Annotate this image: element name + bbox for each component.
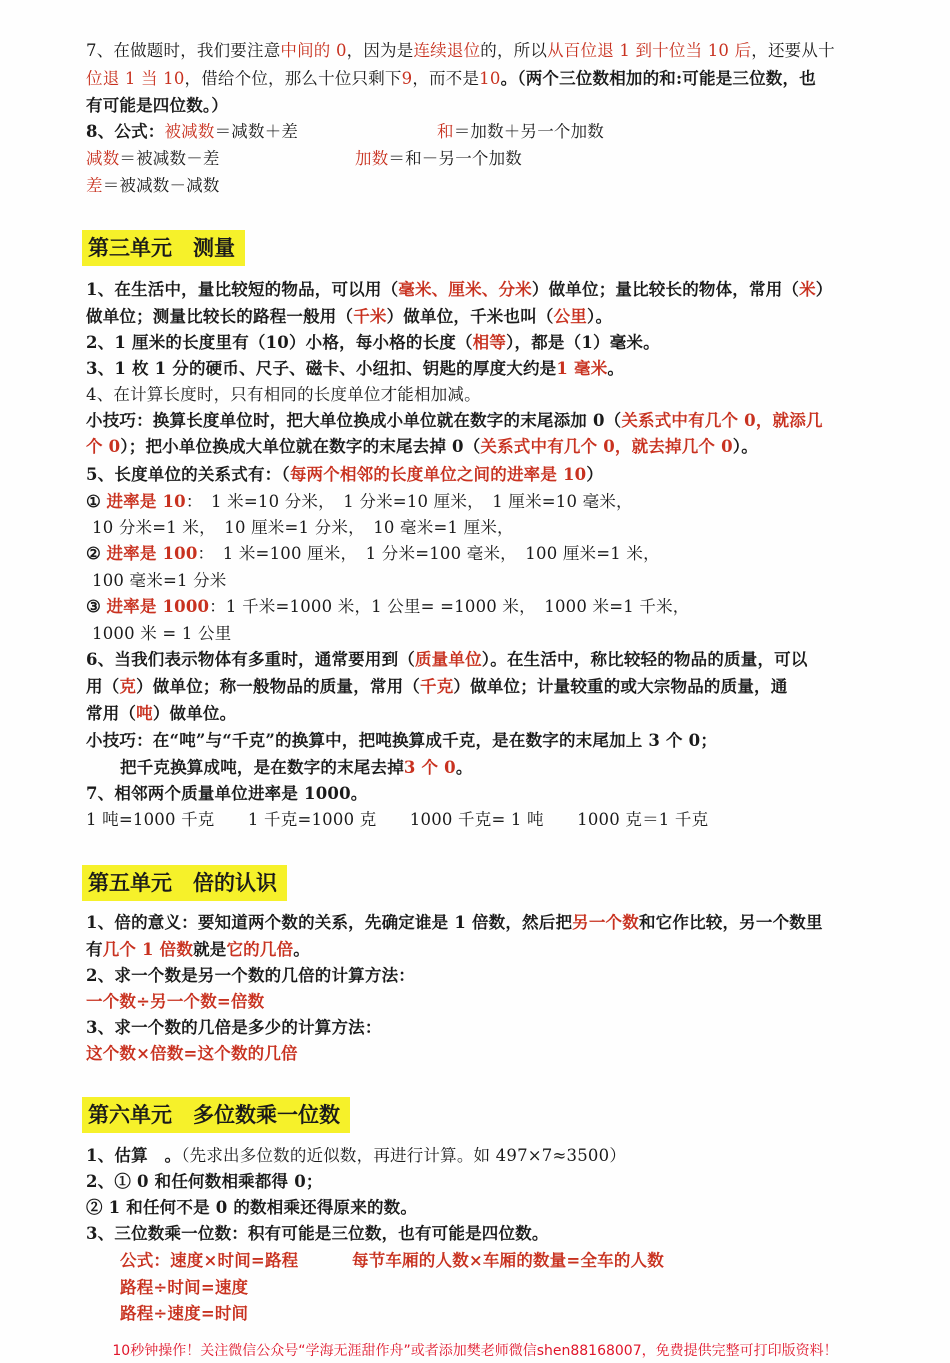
u5-line3: 2、求一个数是另一个数的几倍的计算方法：: [86, 966, 415, 985]
highlight: 和: [437, 122, 454, 141]
u6-line3: ② 1 和任何不是 0 的数相乘还得原来的数。: [86, 1198, 418, 1217]
text: ）做单位；量比较长的物体，常用（: [531, 280, 800, 299]
unit5-title: 第五单元 倍的认识: [82, 865, 287, 901]
unit3-title: 第三单元 测量: [82, 230, 245, 266]
u6-formula-speed: 公式：速度×时间=路程: [120, 1251, 299, 1270]
highlight: 关系式中有几个 0，就添几: [621, 411, 823, 430]
circle-number: ③: [86, 597, 101, 616]
text: 。（两个三位数相加的和:可能是三位数，也: [500, 69, 816, 88]
highlight: 质量单位: [414, 650, 482, 669]
text: ＝减数＋差: [214, 122, 299, 141]
u5-line1: [86, 910, 823, 936]
highlight: 从百位退 1 到十位当 10 后: [547, 41, 752, 60]
text: 用（: [86, 677, 120, 696]
highlight: 每两个相邻的长度单位之间的进率是 10: [289, 465, 587, 484]
text: ）做单位，千米也叫（: [386, 307, 554, 326]
u6-formula-train: 每节车厢的人数×车厢的数量=全车的人数: [352, 1251, 664, 1270]
u3-rate1000-line2: 1000 米 = 1 公里: [92, 624, 232, 643]
u3-line8: [86, 462, 603, 488]
highlight: 10: [479, 69, 501, 88]
highlight: 加数: [355, 149, 389, 168]
u5-line5: 3、求一个数的几倍是多少的计算方法：: [86, 1018, 382, 1037]
text: 2、1 厘米的长度里有（10）小格，每小格的长度（: [86, 333, 473, 352]
u6-line4: 3、三位数乘一位数：积有可能是三位数，也有可能是四位数。: [86, 1224, 549, 1243]
highlight: 9: [401, 69, 413, 88]
u3-mass-values: 1 吨=1000 千克 1 千克=1000 克 1000 千克= 1 吨 1000 克＝1 千克: [86, 810, 709, 829]
footer-notice: 10秒钟操作！关注微信公众号“学海无涯甜作舟”或者添加樊老师微信shen88168007，免费提供完整可打印版资料！: [112, 1343, 838, 1359]
text: ，还要从十: [751, 41, 835, 60]
highlight: 千克: [420, 677, 454, 696]
u5-formula2: 这个数×倍数=这个数的几倍: [86, 1044, 298, 1063]
u2-p8-addend: [355, 146, 522, 172]
u5-line2: [86, 937, 310, 963]
u3-tip2-line2: [120, 755, 473, 781]
circle-number: ②: [86, 544, 101, 563]
highlight: 几个 1 倍数: [102, 940, 194, 959]
text: ）做单位；称一般物品的质量，常用（: [136, 677, 421, 696]
u3-rate10-line2: 10 分米=1 米， 10 厘米=1 分米， 10 毫米=1 厘米，: [92, 518, 514, 537]
text: ＝被减数－差: [119, 149, 220, 168]
text: 5、长度单位的关系式有：（: [86, 465, 290, 484]
text: 。: [293, 940, 310, 959]
u6-line2: 2、① 0 和任何数相乘都得 0；: [86, 1172, 323, 1191]
text: 1、估算 。: [86, 1146, 182, 1165]
highlight: 千米: [353, 307, 387, 326]
highlight: 进率是 100: [106, 544, 198, 563]
text: ，而不是: [412, 69, 480, 88]
text: 。: [607, 359, 625, 378]
unit6-title: 第六单元 多位数乘一位数: [82, 1097, 350, 1133]
u2-p7-line1: [86, 38, 835, 64]
text: 1、倍的意义：要知道两个数的关系，先确定谁是 1 倍数，然后把: [86, 913, 573, 932]
highlight: 它的几倍: [226, 940, 294, 959]
highlight: 位退 1 当 10: [86, 69, 185, 88]
text: （先求出多位数的近似数，再进行计算。如 497×7≈3500）: [181, 1146, 627, 1165]
text: ：1 千米=1000 米，1 公里= =1000 米， 1000 米=1 千米，: [209, 597, 690, 616]
highlight: 克: [119, 677, 137, 696]
u3-line-p7: 7、相邻两个质量单位进率是 1000。: [86, 784, 368, 803]
highlight: 吨: [136, 704, 153, 723]
u3-tip-line1: [86, 408, 823, 434]
highlight: 米: [799, 280, 816, 299]
u3-tip-line2: [86, 434, 758, 460]
text: 3、1 枚 1 分的硬币、尺子、磁卡、小纽扣、钥匙的厚度大约是: [86, 359, 557, 378]
highlight: 进率是 10: [106, 492, 186, 511]
highlight: 另一个数: [572, 913, 639, 932]
text: ）。在生活中，称比较轻的物品的质量，可以: [481, 650, 808, 669]
u3-rate1000-line1: [86, 594, 689, 620]
text: 常用（: [86, 704, 137, 723]
u3-line2: [86, 304, 612, 330]
text: ）做单位；计量较重的或大宗物品的质量，通: [453, 677, 788, 696]
text: 做单位；测量比较长的路程一般用（: [86, 307, 354, 326]
text: ，借给个位，那么十位只剩下: [184, 69, 402, 88]
text: ）。: [587, 307, 613, 326]
text: ＝加数＋另一个加数: [453, 122, 605, 141]
u3-line5: 4、在计算长度时，只有相同的长度单位才能相加减。: [86, 385, 481, 404]
u3-line3: [86, 330, 660, 356]
u3-mass-line1: [86, 647, 808, 673]
u2-p8-line1: [86, 119, 298, 145]
circle-number: ①: [86, 492, 101, 511]
highlight: 差: [86, 176, 103, 195]
u3-tip2-line1: 小技巧：在“吨”与“千克”的换算中，把吨换算成千克，是在数字的末尾加上 3 个 0；: [86, 731, 718, 750]
u3-rate10-line1: [86, 489, 633, 515]
text: 把千克换算成吨，是在数字的末尾去掉: [120, 758, 404, 777]
text: 6、当我们表示物体有多重时，通常要用到（: [86, 650, 415, 669]
text: 8、公式：: [86, 122, 165, 141]
text: ），都是（1）毫米。: [506, 333, 660, 352]
highlight: 公里: [553, 307, 588, 326]
highlight: 1 毫米: [556, 359, 608, 378]
text: 1、在生活中，量比较短的物品，可以用（: [86, 280, 399, 299]
text: 7、在做题时，我们要注意: [86, 41, 281, 60]
text: ）: [815, 280, 833, 299]
u3-rate100-line2: 100 毫米=1 分米: [92, 571, 227, 590]
highlight: 连续退位: [413, 41, 481, 60]
text: ）。: [732, 437, 758, 456]
u6-formula-speed2: 路程÷时间=速度: [120, 1278, 249, 1297]
u3-mass-line3: [86, 701, 236, 727]
highlight: 进率是 1000: [106, 597, 210, 616]
text: ： 1 米=10 分米， 1 分米=10 厘米， 1 厘米=10 毫米，: [185, 492, 633, 511]
u3-rate100-line1: [86, 541, 660, 567]
text: 小技巧：换算长度单位时，把大单位换成小单位就在数字的末尾添加 0（: [86, 411, 622, 430]
highlight: 关系式中有几个 0，就去掉几个 0: [480, 437, 733, 456]
text: ： 1 米=100 厘米， 1 分米=100 毫米， 100 厘米=1 米，: [197, 544, 660, 563]
highlight: 个 0: [86, 437, 121, 456]
highlight: 被减数: [164, 122, 215, 141]
u2-p8-sum: [437, 119, 604, 145]
u2-p8-line3: [86, 173, 220, 199]
text: ）: [586, 465, 604, 484]
highlight: 3 个 0: [403, 758, 456, 777]
highlight: 中间的 0: [280, 41, 347, 60]
u3-line4: [86, 356, 624, 382]
text: 就是: [193, 940, 227, 959]
text: 有: [86, 940, 103, 959]
text: ，因为是: [346, 41, 414, 60]
text: ＝和－另一个加数: [388, 149, 523, 168]
highlight: 相等: [472, 333, 507, 352]
text: 的，所以: [480, 41, 548, 60]
u6-formula-time: 路程÷速度=时间: [120, 1304, 249, 1323]
u3-mass-line2: [86, 674, 787, 700]
u2-p8-line2: [86, 146, 220, 172]
text: 和它作比较，另一个数里: [638, 913, 823, 932]
text: ）；把小单位换成大单位就在数字的末尾去掉 0（: [120, 437, 481, 456]
u6-line1: [86, 1143, 626, 1169]
u2-p7-line2: [86, 66, 816, 92]
u3-line1: [86, 277, 833, 303]
text: ）做单位。: [152, 704, 237, 723]
u5-formula1: 一个数÷另一个数=倍数: [86, 992, 265, 1011]
text: 。: [455, 758, 473, 777]
highlight: 毫米、厘米、分米: [398, 280, 532, 299]
highlight: 减数: [86, 149, 120, 168]
text: ＝被减数－减数: [102, 176, 220, 195]
u2-p7-line3: 有可能是四位数。）: [86, 96, 229, 115]
